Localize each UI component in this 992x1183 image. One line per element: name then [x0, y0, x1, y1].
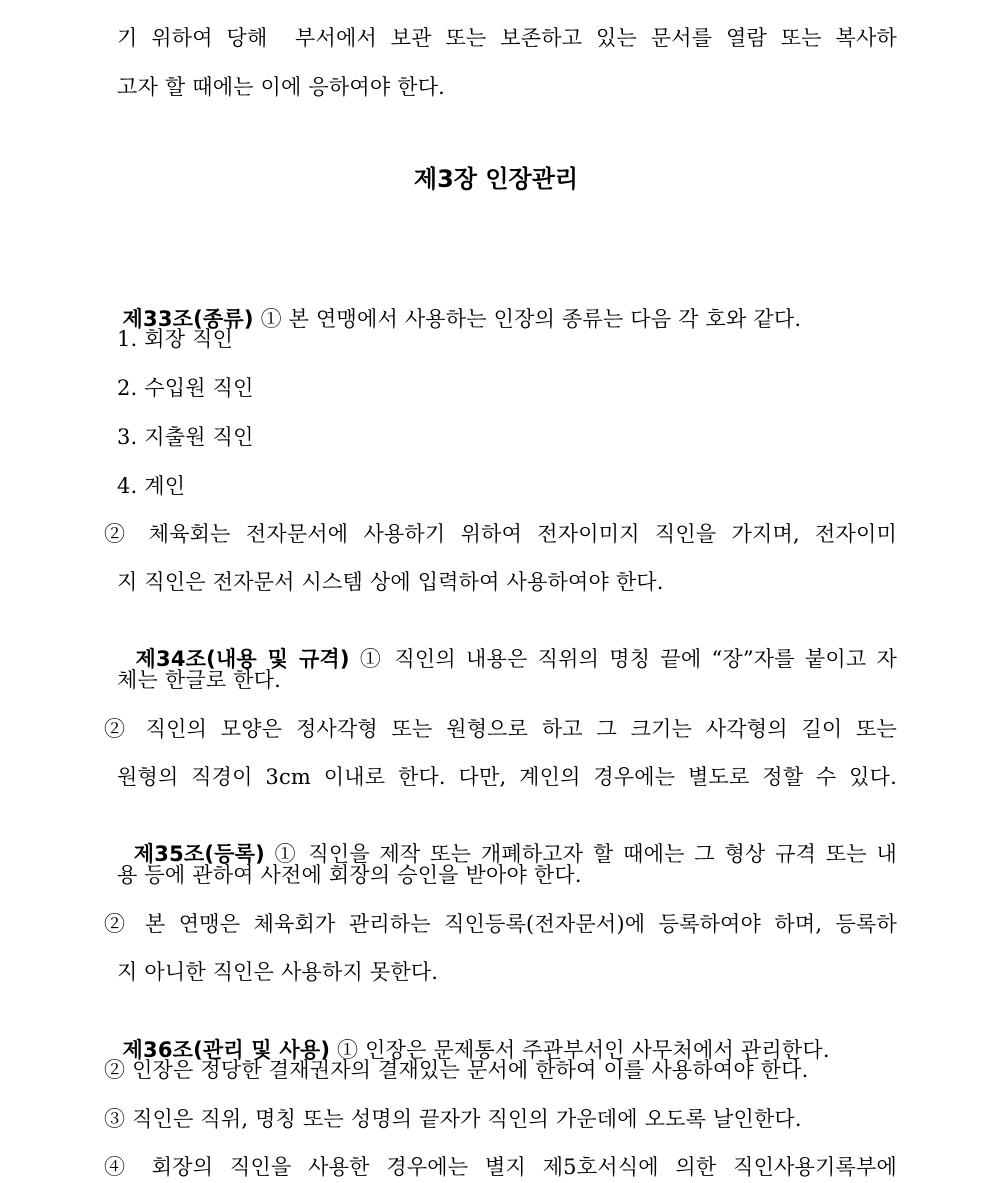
article-34-clause-2-line-2: 원형의 직경이 3cm 이내로 한다. 다만, 계인의 경우에는 별도로 정할 수 있다.	[117, 765, 897, 789]
article-33-clause-1: ① 본 연맹에서 사용하는 인장의 종류는 다음 각 호와 같다.	[253, 307, 802, 331]
article-35-title: 제35조(등록)	[133, 842, 265, 866]
chapter-title: 제3장 인장관리	[413, 165, 579, 193]
article-33-item-4: 4. 계인	[117, 474, 186, 498]
article-33-clause-2-line-2: 지 직인은 전자문서 시스템 상에 입력하여 사용하여야 한다.	[117, 570, 664, 594]
article-33-item-3: 3. 지출원 직인	[117, 425, 254, 449]
article-33-title: 제33조(종류)	[122, 307, 254, 331]
article-33-clause-2-line-1: ② 체육회는 전자문서에 사용하기 위하여 전자이미지 직인을 가지며, 전자이미	[104, 522, 897, 546]
article-33-item-1: 1. 회장 직인	[117, 327, 234, 351]
article-36-clause-3: ③ 직인은 직위, 명칭 또는 성명의 끝자가 직인의 가운데에 오도록 날인한다.	[104, 1107, 802, 1131]
intro-line-2: 고자 할 때에는 이에 응하여야 한다.	[117, 75, 446, 99]
article-35-clause-2-line-2: 지 아니한 직인은 사용하지 못한다.	[117, 960, 439, 984]
article-36-clause-2: ② 인장은 정당한 결재권자의 결재있는 문서에 한하여 이를 사용하여야 한다.	[104, 1058, 809, 1082]
article-35-clause-1-line-2: 용 등에 관하여 사전에 회장의 승인을 받아야 한다.	[117, 863, 582, 887]
article-36-clause-4: ④ 회장의 직인을 사용한 경우에는 별지 제5호서식에 의한 직인사용기록부에	[104, 1155, 897, 1179]
article-35-clause-1-line-1: ① 직인을 제작 또는 개폐하고자 할 때에는 그 형상 규격 또는 내	[264, 842, 897, 866]
article-36-title: 제36조(관리 및 사용)	[122, 1038, 331, 1062]
article-36-clause-1: ① 인장은 문제통서 주관부서인 사무처에서 관리한다.	[330, 1038, 830, 1062]
article-34-title: 제34조(내용 및 규격)	[135, 647, 350, 671]
article-35-clause-2-line-1: ② 본 연맹은 체육회가 관리하는 직인등록(전자문서)에 등록하여야 하며, 등록하	[104, 912, 897, 936]
article-33-item-2: 2. 수입원 직인	[117, 376, 254, 400]
article-34-clause-1-line-2: 체는 한글로 한다.	[117, 668, 282, 692]
intro-line-1: 기 위하여 당해 부서에서 보관 또는 보존하고 있는 문서를 열람 또는 복사하	[117, 26, 897, 50]
article-34-clause-1-line-1: ① 직인의 내용은 직위의 명칭 끝에 “장”자를 붙이고 자	[349, 647, 897, 671]
article-34-clause-2-line-1: ② 직인의 모양은 정사각형 또는 원형으로 하고 그 크기는 사각형의 길이 또는	[104, 717, 897, 741]
